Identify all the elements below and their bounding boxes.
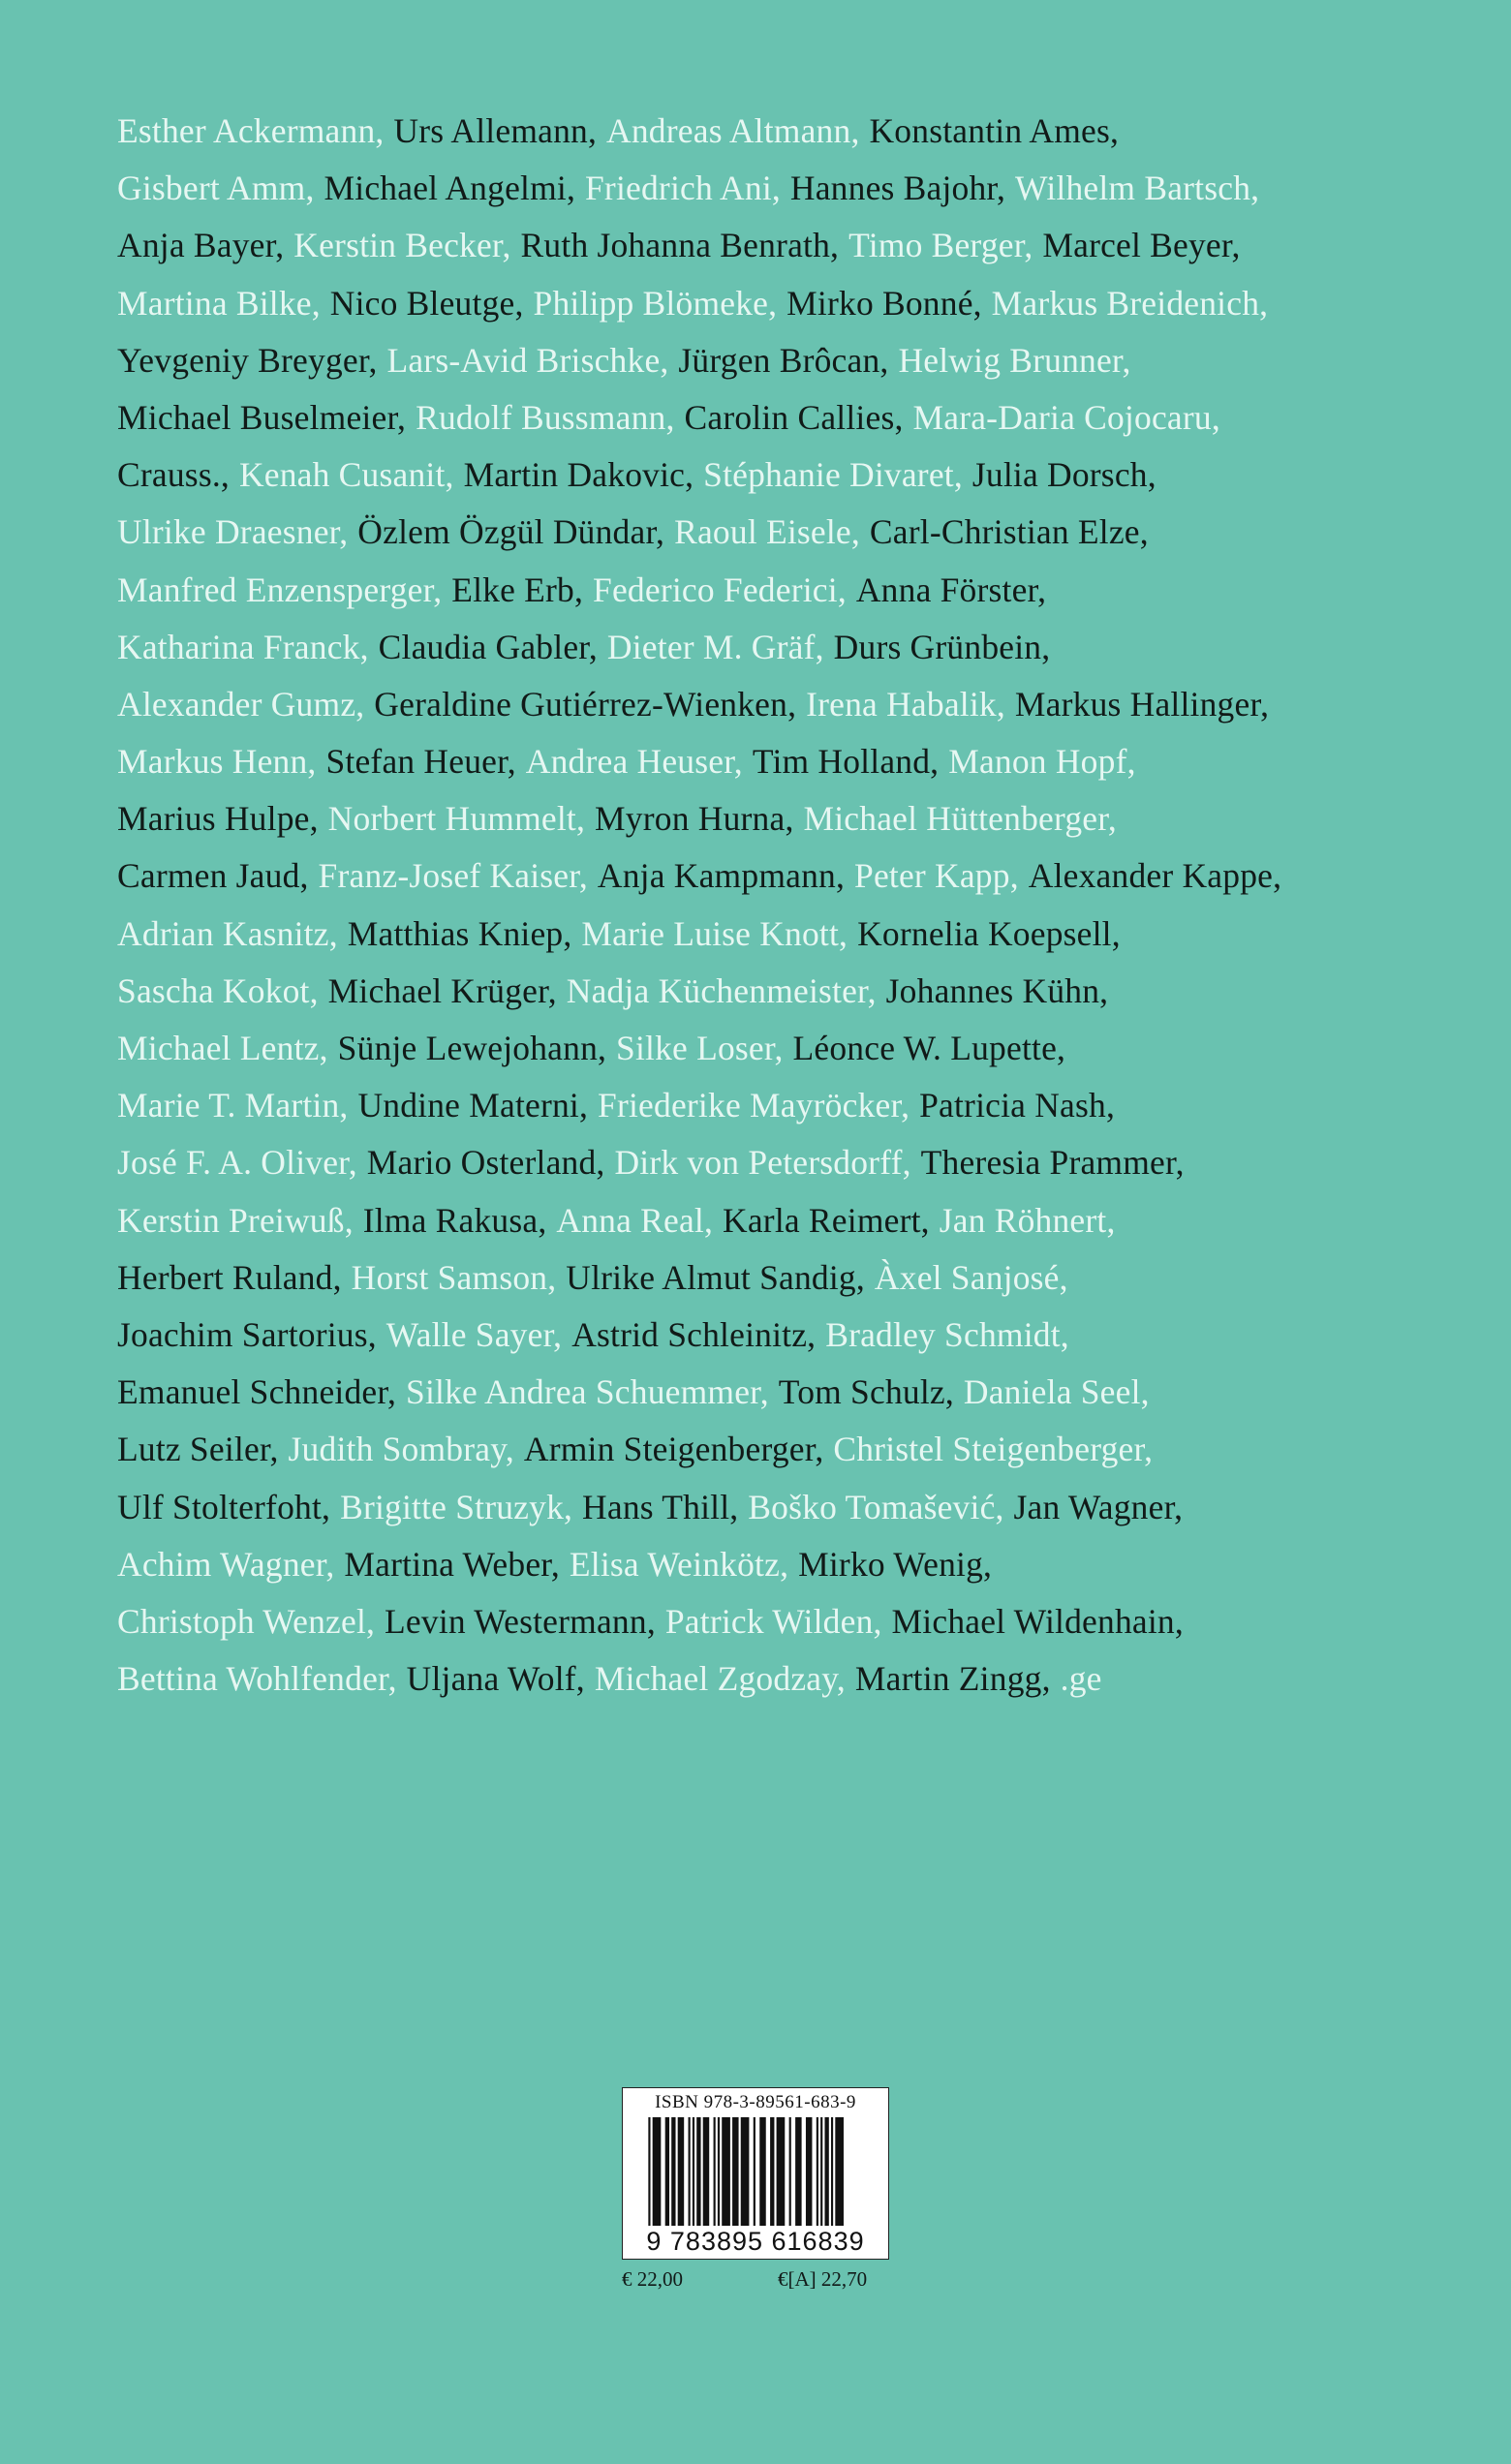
author-name: Kerstin Preiwuß, — [117, 1200, 354, 1240]
author-name: Undine Materni, — [357, 1086, 589, 1125]
author-name: Martina Bilke, — [117, 283, 321, 323]
barcode-bar — [732, 2117, 739, 2226]
author-name: Carmen Jaud, — [117, 856, 309, 896]
author-line — [117, 447, 1444, 504]
barcode-bars — [644, 2117, 869, 2226]
author-name: Sünje Lewejohann, — [337, 1029, 607, 1067]
author-name: Anna Real, — [556, 1200, 714, 1240]
author-name: Elisa Weinkötz, — [569, 1544, 789, 1584]
author-name: Martin Zingg, — [854, 1659, 1051, 1699]
author-name: Mirko Bonné, — [786, 283, 982, 323]
barcode-bar — [770, 2117, 774, 2226]
author-line — [117, 619, 1444, 676]
author-name: Uljana Wolf, — [406, 1659, 585, 1699]
author-name: Michael Lentz, — [117, 1029, 328, 1067]
barcode-bar — [831, 2117, 833, 2226]
author-name: Ulrike Draesner, — [117, 512, 349, 552]
author-name: Christoph Wenzel, — [117, 1601, 376, 1641]
author-name: Esther Ackermann, — [117, 111, 385, 150]
author-name: Daniela Seel, — [963, 1372, 1150, 1412]
author-name: Walle Sayer, — [385, 1314, 563, 1354]
author-name: Yevgeniy Breyger, — [117, 340, 378, 380]
author-name: Johannes Kühn, — [885, 970, 1109, 1010]
author-name: Sascha Kokot, — [117, 970, 319, 1010]
author-name: Boško Tomašević, — [748, 1487, 1004, 1526]
author-name: Hannes Bajohr, — [789, 169, 1006, 208]
author-line — [117, 963, 1444, 1020]
author-name: Ulrike Almut Sandig, — [566, 1257, 865, 1297]
author-name: Ulf Stolterfoht, — [117, 1487, 331, 1526]
author-name: Levin Westermann, — [385, 1601, 656, 1641]
barcode-bar — [820, 2117, 822, 2226]
author-line — [117, 1650, 1444, 1708]
author-name: Karla Reimert, — [723, 1200, 930, 1240]
author-name: Michael Angelmi, — [324, 169, 576, 208]
author-name: Nico Bleutge, — [329, 283, 524, 323]
author-line — [117, 1020, 1444, 1077]
author-name: Markus Henn, — [117, 742, 317, 782]
author-name: Friedrich Ani, — [584, 169, 781, 208]
author-name: Manfred Enzensperger, — [117, 570, 443, 609]
author-name: Alexander Kappe, — [1028, 856, 1282, 896]
author-name: Theresia Prammer, — [920, 1143, 1185, 1183]
author-line — [117, 1364, 1444, 1421]
author-name: Emanuel Schneider, — [117, 1372, 397, 1412]
author-name: Crauss., — [117, 455, 230, 495]
author-name: Lutz Seiler, — [117, 1430, 279, 1469]
author-line — [117, 160, 1444, 217]
author-name: Judith Sombray, — [288, 1430, 514, 1469]
author-name: Jürgen Brôcan, — [678, 340, 889, 380]
author-name: Mara-Daria Cojocaru, — [912, 397, 1220, 437]
author-name: Silke Andrea Schuemmer, — [406, 1372, 769, 1412]
author-name: Matthias Kniep, — [347, 913, 572, 953]
author-name: Bettina Wohlfender, — [117, 1659, 397, 1699]
author-name: Christel Steigenberger, — [833, 1430, 1154, 1469]
author-name: José F. A. Oliver, — [117, 1143, 357, 1183]
author-name: Patrick Wilden, — [664, 1601, 882, 1641]
barcode-bar — [824, 2117, 828, 2226]
author-name: Markus Breidenich, — [991, 283, 1269, 323]
barcode-bar — [754, 2117, 756, 2226]
author-name: Jan Wagner, — [1013, 1487, 1184, 1526]
isbn-barcode — [622, 2087, 889, 2260]
barcode-bar — [759, 2117, 766, 2226]
author-line — [117, 1249, 1444, 1307]
author-name: Peter Kapp, — [854, 856, 1019, 896]
author-name: Ilma Rakusa, — [362, 1200, 547, 1240]
author-name: Kerstin Becker, — [293, 226, 511, 265]
author-name: Marie T. Martin, — [117, 1086, 349, 1125]
author-name: Federico Federici, — [593, 570, 847, 609]
author-name: Herbert Ruland, — [117, 1257, 342, 1297]
author-name: Claudia Gabler, — [378, 627, 598, 666]
author-name: Irena Habalik, — [806, 684, 1005, 724]
author-name: Geraldine Gutiérrez-Wienken, — [374, 684, 797, 724]
barcode-bar — [777, 2117, 786, 2226]
author-name: Michael Wildenhain, — [891, 1601, 1184, 1641]
author-name: Michael Buselmeier, — [117, 397, 407, 437]
author-line — [117, 1479, 1444, 1536]
author-name: Armin Steigenberger, — [523, 1430, 824, 1469]
author-name: Philipp Blömeke, — [533, 283, 778, 323]
price-germany: € 22,00 — [622, 2267, 683, 2291]
author-line — [117, 275, 1444, 332]
author-name: Dieter M. Gräf, — [606, 627, 824, 666]
author-name: Martina Weber, — [344, 1544, 560, 1584]
author-name: Elke Erb, — [451, 570, 584, 609]
author-name: Anja Bayer, — [117, 226, 285, 265]
author-name: Julia Dorsch, — [971, 455, 1156, 495]
barcode-bar — [835, 2117, 844, 2226]
author-name: Michael Zgodzay, — [594, 1659, 846, 1699]
author-name: Anna Förster, — [855, 570, 1047, 609]
author-name: Helwig Brunner, — [898, 340, 1131, 380]
barcode-bar — [648, 2117, 650, 2226]
author-line — [117, 1593, 1444, 1650]
author-name: Özlem Özgül Dündar, — [357, 512, 665, 552]
author-line — [117, 1536, 1444, 1593]
author-name: Anja Kampmann, — [597, 856, 846, 896]
barcode-bar — [722, 2117, 730, 2226]
author-name: Patricia Nash, — [919, 1086, 1116, 1125]
author-line — [117, 790, 1444, 847]
author-name: Brigitte Struzyk, — [340, 1487, 573, 1526]
author-name: Marcel Beyer, — [1042, 226, 1241, 265]
author-name: Stéphanie Divaret, — [703, 455, 963, 495]
author-line — [117, 1421, 1444, 1478]
author-name: Ruth Johanna Benrath, — [520, 226, 840, 265]
author-name: Timo Berger, — [848, 226, 1033, 265]
barcode-bar — [795, 2117, 802, 2226]
author-name: Àxel Sanjosé, — [874, 1257, 1068, 1297]
author-name: Hans Thill, — [582, 1487, 739, 1526]
price-austria: €[A] 22,70 — [778, 2267, 868, 2291]
author-name: Kenah Cusanit, — [238, 455, 454, 495]
author-name: Carl-Christian Elze, — [869, 512, 1149, 552]
author-line — [117, 217, 1444, 274]
author-line — [117, 1307, 1444, 1364]
author-name: Gisbert Amm, — [117, 169, 315, 208]
author-name: Katharina Franck, — [117, 627, 369, 666]
author-line — [117, 1134, 1444, 1191]
author-name: Achim Wagner, — [117, 1544, 335, 1584]
author-name: Silke Loser, — [616, 1029, 784, 1067]
barcode-bar — [678, 2117, 685, 2226]
ean-digits: 9 783895 616839 — [646, 2227, 865, 2256]
author-name: Durs Grünbein, — [833, 627, 1051, 666]
author-line — [117, 906, 1444, 963]
author-name: Kornelia Koepsell, — [857, 913, 1121, 953]
author-name: Alexander Gumz, — [117, 684, 365, 724]
author-line — [117, 733, 1444, 790]
author-name: Lars-Avid Brischke, — [386, 340, 669, 380]
author-list — [117, 103, 1444, 1708]
author-name: Adrian Kasnitz, — [117, 913, 338, 953]
author-line — [117, 389, 1444, 447]
barcode-bar — [817, 2117, 818, 2226]
author-name: Dirk von Petersdorff, — [614, 1143, 911, 1183]
author-name: Carolin Callies, — [684, 397, 904, 437]
barcode-bar — [653, 2117, 662, 2226]
isbn-label: ISBN 978-3-89561-683-9 — [655, 2092, 856, 2112]
author-name: Rudolf Bussmann, — [416, 397, 675, 437]
author-name: Bradley Schmidt, — [825, 1314, 1069, 1354]
author-line — [117, 676, 1444, 733]
author-line — [117, 103, 1444, 160]
author-name: Wilhelm Bartsch, — [1015, 169, 1260, 208]
author-name: Mario Osterland, — [366, 1143, 605, 1183]
author-name: Astrid Schleinitz, — [571, 1314, 817, 1354]
barcode-bar — [696, 2117, 700, 2226]
author-name: Andreas Altmann, — [606, 111, 860, 150]
author-name: Michael Hüttenberger, — [803, 799, 1117, 839]
author-name: Mirko Wenig, — [798, 1544, 993, 1584]
author-name: Norbert Hummelt, — [327, 799, 586, 839]
author-name: Markus Hallinger, — [1014, 684, 1270, 724]
author-line — [117, 847, 1444, 905]
barcode-bar — [689, 2117, 691, 2226]
author-name: Jan Röhnert, — [939, 1200, 1116, 1240]
barcode-bar — [806, 2117, 813, 2226]
author-name: Konstantin Ames, — [869, 111, 1120, 150]
author-name: Manon Hopf, — [948, 742, 1136, 782]
author-line — [117, 504, 1444, 561]
author-name: Joachim Sartorius, — [117, 1314, 377, 1354]
barcode-bar — [693, 2117, 694, 2226]
author-name: Marius Hulpe, — [117, 799, 319, 839]
author-name: Tom Schulz, — [778, 1372, 954, 1412]
author-name: .ge — [1060, 1659, 1102, 1699]
author-name: Friederike Mayröcker, — [598, 1086, 910, 1125]
author-line — [117, 562, 1444, 619]
author-name: Horst Samson, — [351, 1257, 557, 1297]
barcode-bar — [789, 2117, 791, 2226]
author-name: Marie Luise Knott, — [581, 913, 848, 953]
author-name: Andrea Heuser, — [525, 742, 743, 782]
author-line — [117, 332, 1444, 389]
author-line — [117, 1192, 1444, 1249]
author-name: Stefan Heuer, — [325, 742, 516, 782]
barcode-bar — [718, 2117, 720, 2226]
author-name: Léonce W. Lupette, — [792, 1029, 1066, 1067]
author-name: Urs Allemann, — [393, 111, 598, 150]
author-name: Tim Holland, — [752, 742, 940, 782]
barcode-bar — [741, 2117, 750, 2226]
barcode-bar — [703, 2117, 710, 2226]
author-name: Michael Krüger, — [327, 970, 557, 1010]
author-name: Franz-Josef Kaiser, — [318, 856, 588, 896]
barcode-bar — [665, 2117, 669, 2226]
author-name: Martin Dakovic, — [463, 455, 694, 495]
barcode-bar — [714, 2117, 716, 2226]
author-line — [117, 1077, 1444, 1134]
author-name: Nadja Küchenmeister, — [566, 970, 877, 1010]
barcode-bar — [671, 2117, 675, 2226]
author-name: Myron Hurna, — [595, 799, 794, 839]
author-name: Raoul Eisele, — [674, 512, 860, 552]
